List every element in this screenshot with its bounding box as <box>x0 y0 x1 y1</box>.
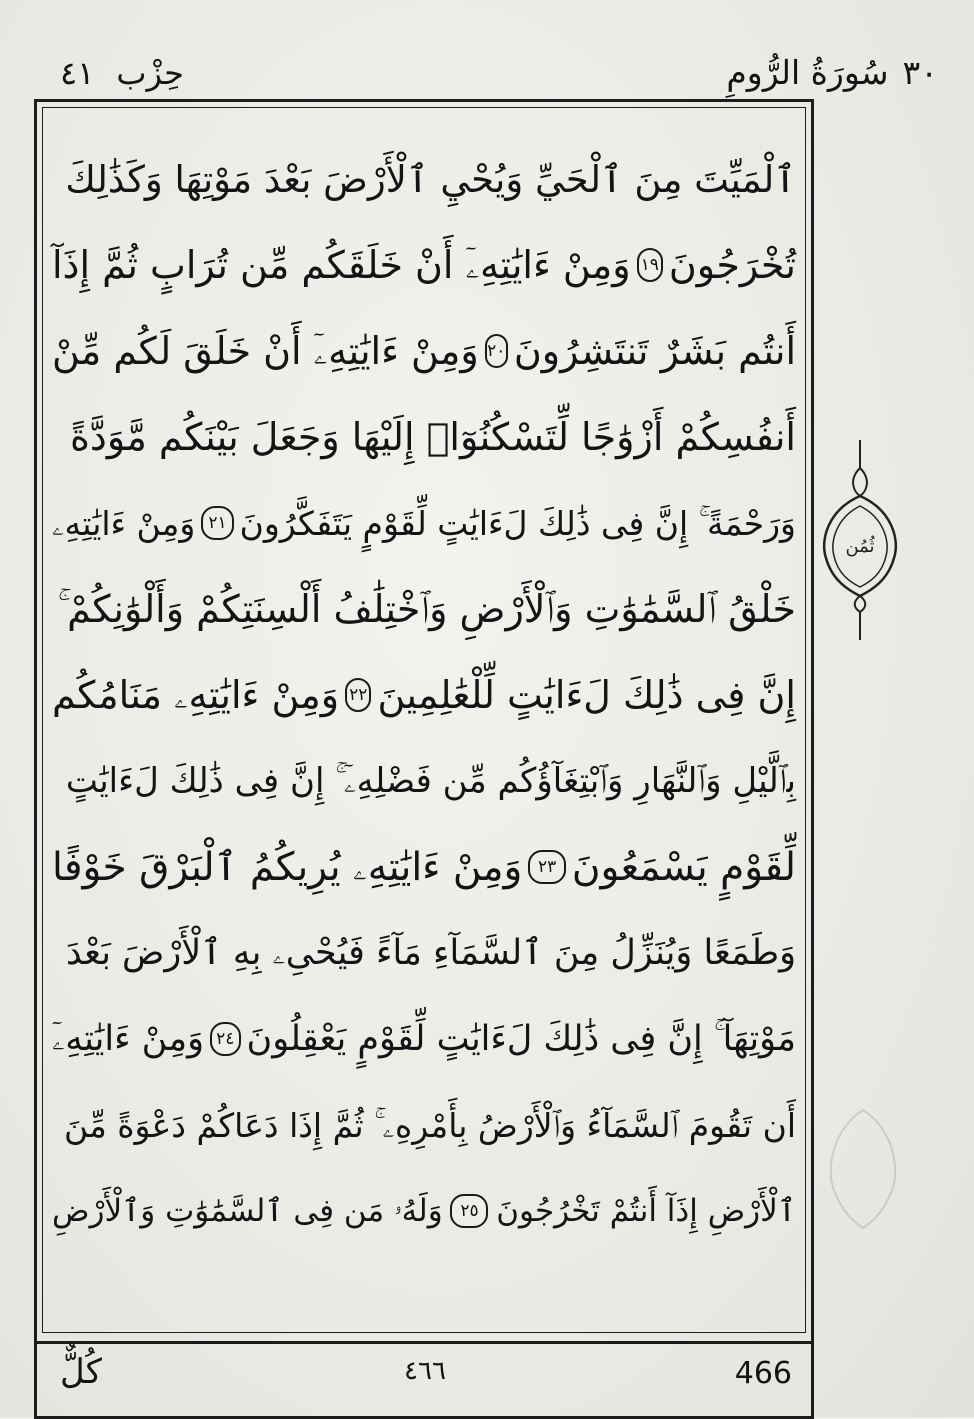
ayah-text: وَلَهُۥ مَن فِى ٱلسَّمَٰوَٰتِ وَٱلْأَرْضِ <box>52 1192 443 1229</box>
surah-header <box>638 50 938 94</box>
ayah-text: أَن تَقُومَ ٱلسَّمَآءُ وَٱلْأَرْضُ بِأَمْرِهِۦ ۚ ثُمَّ إِذَا دَعَاكُمْ دَعْوَةً مِّنَ <box>63 1105 796 1145</box>
surah-number: ٣٠ <box>902 52 938 92</box>
catchword: كُلٌّ <box>60 1352 102 1392</box>
ayah-number-marker: ٢١ <box>201 506 233 540</box>
page-number-latin: 466 <box>734 1356 792 1391</box>
ayah-line <box>52 566 796 652</box>
ayah-number-marker: ٢٠ <box>485 334 508 368</box>
ayah-text: بِٱلَّيْلِ وَٱلنَّهَارِ وَٱبْتِغَآؤُكُم مِّن فَضْلِهِۦٓ ۚ إِنَّ فِى ذَٰلِكَ لَءَايَٰتٍ <box>65 761 796 801</box>
ayah-number-marker: ٢٤ <box>210 1022 241 1056</box>
ayah-text: أَنفُسِكُمْ أَزْوَٰجًا لِّتَسْكُنُوٓا۟ إِلَيْهَا وَجَعَلَ بَيْنَكُم مَّوَدَّةً <box>70 415 796 459</box>
frame-bottom-rule <box>34 1341 814 1344</box>
ayah-number-marker: ٢٢ <box>345 678 371 712</box>
ayah-text: تُخْرَجُونَ <box>668 243 796 287</box>
ayah-line <box>52 308 796 394</box>
ayah-text: لِّقَوْمٍ يَسْمَعُونَ <box>571 844 796 890</box>
hizb-ornament-label: ثُمُن <box>845 536 875 557</box>
ayah-line <box>52 136 796 222</box>
ayah-line <box>52 910 796 996</box>
ayah-text: وَمِنْ ءَايَٰتِهِۦٓ أَنْ خَلَقَ لَكُم مِّنْ <box>52 329 479 373</box>
ayah-text: ٱلْأَرْضِ إِذَآ أَنتُمْ تَخْرُجُونَ <box>496 1192 796 1229</box>
ayah-number-marker: ١٩ <box>637 248 663 282</box>
ayah-text: وَطَمَعًا وَيُنَزِّلُ مِنَ ٱلسَّمَآءِ مَآءً فَيُحْىِۦ بِهِ ٱلْأَرْضَ بَعْدَ <box>65 932 796 973</box>
ayah-line <box>52 738 796 824</box>
hizb-header <box>60 52 220 94</box>
ayah-line <box>52 824 796 910</box>
ayah-number-marker: ٢٥ <box>450 1194 488 1228</box>
ayah-text: مَوْتِهَآ ۚ إِنَّ فِى ذَٰلِكَ لَءَايَٰتٍ لِّقَوْمٍ يَعْقِلُونَ <box>246 1018 796 1059</box>
faint-ornament-icon <box>822 1100 904 1240</box>
ayah-text: إِنَّ فِى ذَٰلِكَ لَءَايَٰتٍ لِّلْعَٰلِمِينَ <box>377 673 796 717</box>
ayah-number-marker: ٢٣ <box>528 850 566 884</box>
ayah-text: ٱلْمَيِّتَ مِنَ ٱلْحَيِّ وَيُحْيِ ٱلْأَرْضَ بَعْدَ مَوْتِهَا وَكَذَٰلِكَ <box>65 157 796 201</box>
surah-name: سُورَةُ الرُّومِ <box>726 52 889 92</box>
ayah-text: خَلْقُ ٱلسَّمَٰوَٰتِ وَٱلْأَرْضِ وَٱخْتِلَٰفُ أَلْسِنَتِكُمْ وَأَلْوَٰنِكُمْ ۚ <box>57 587 796 631</box>
ayah-line <box>52 480 796 566</box>
ayah-text: وَمِنْ ءَايَٰتِهِۦٓ أَنْ خَلَقَكُم مِّن تُرَابٍ ثُمَّ إِذَآ <box>52 243 631 287</box>
ayah-text: أَنتُم بَشَرٌ تَنتَشِرُونَ <box>513 329 796 373</box>
quran-text-block <box>52 112 796 1322</box>
ayah-text: وَمِنْ ءَايَٰتِهِۦٓ <box>52 1018 204 1059</box>
ayah-text: وَمِنْ ءَايَٰتِهِۦ مَنَامُكُم <box>52 673 340 717</box>
hizb-number: ٤١ <box>60 54 95 92</box>
ayah-line <box>52 1168 796 1254</box>
ayah-line <box>52 1082 796 1168</box>
page-number-arabic: ٤٦٦ <box>404 1356 446 1386</box>
ayah-line <box>52 222 796 308</box>
ayah-line <box>52 652 796 738</box>
ayah-line <box>52 394 796 480</box>
ayah-text: وَمِنْ ءَايَٰتِهِۦ <box>52 503 196 543</box>
hizb-label: حِزْب <box>116 54 184 92</box>
ayah-line <box>52 996 796 1082</box>
hizb-quarter-ornament-icon <box>818 440 902 640</box>
ayah-text: وَمِنْ ءَايَٰتِهِۦ يُرِيكُمُ ٱلْبَرْقَ خَوْفًا <box>52 844 523 890</box>
ayah-text: وَرَحْمَةً ۚ إِنَّ فِى ذَٰلِكَ لَءَايَٰتٍ لِّقَوْمٍ يَتَفَكَّرُونَ <box>239 503 796 543</box>
